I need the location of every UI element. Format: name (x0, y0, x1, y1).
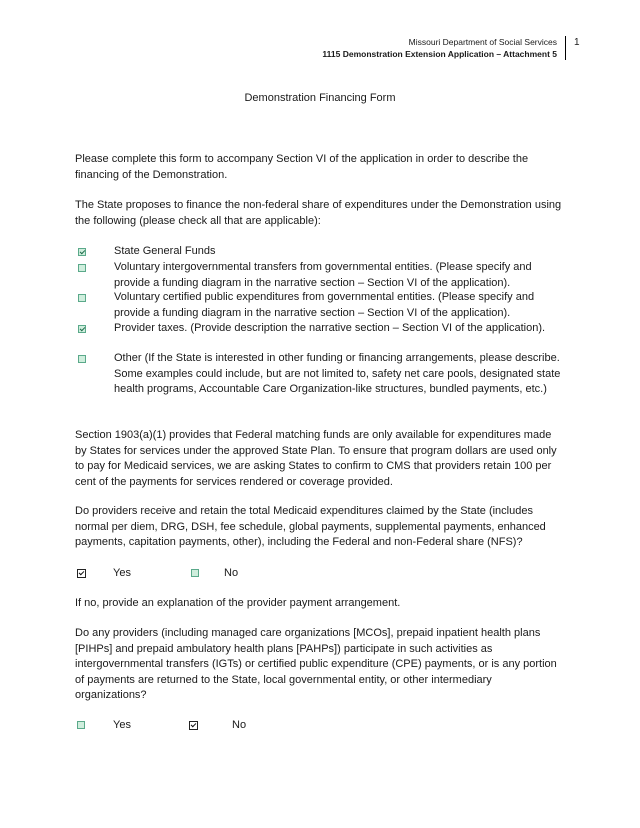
q1-no-label: No (224, 567, 239, 579)
question-2-answer (75, 718, 335, 733)
header-organization: Missouri Department of Social Services (408, 37, 557, 47)
financing-question (75, 198, 565, 229)
question-2-text: Do any providers (including managed care organizations [MCOs], prepaid inpatient health plans [PIHPs] and prepaid ambulatory health plans [PAHPs]) participate in such activities as intergovernmental transfers (IGTs) or certified public expenditure (CPE) payments, or is any portion of payments are returned to the State, local governmental entity, or other intermediary organizations? (75, 627, 557, 701)
checkbox-certified-public-expenditures[interactable] (78, 294, 86, 302)
header-application-title: 1115 Demonstration Extension Application – Attachment 5 (322, 49, 557, 59)
intro-text: Please complete this form to accompany Section VI of the application in order to describe the financing of the Demonstration. (75, 153, 529, 181)
question-2 (75, 626, 565, 704)
option-label: Voluntary certified public expenditures from governmental entities. (Please specify and provide a funding diagram in the narrative section – Section VI of the application). (114, 291, 535, 319)
checkbox-intergovernmental-transfers[interactable] (78, 264, 86, 272)
checkbox-q1-yes[interactable] (77, 569, 86, 578)
option-label: Other (If the State is interested in other funding or financing arrangements, please describe. Some examples could include, but are not limited to, safety net care pools, designated state health programs, Accountable Care Organization-like structures, bundled payments, etc.) (114, 352, 561, 395)
section-1903-paragraph (75, 428, 565, 490)
q2-no-label: No (232, 719, 247, 731)
question-1-answer (75, 566, 335, 581)
checkbox-state-general-funds[interactable] (78, 248, 86, 256)
question-1 (75, 504, 565, 551)
option-label: Provider taxes. (Provide description the narrative section – Section VI of the application). (114, 322, 546, 334)
q1-yes-label: Yes (113, 567, 131, 579)
section-1903-text: Section 1903(a)(1) provides that Federal matching funds are only available for expenditures made by States for services under the approved State Plan. To ensure that program dollars are used only to pay for Medicaid services, we are asking States to confirm to CMS that providers retain 100 per cent of the payments for services rendered or coverage provided. (75, 429, 557, 488)
checkbox-other[interactable] (78, 355, 86, 363)
q2-yes-label: Yes (113, 719, 131, 731)
checkbox-q2-no[interactable] (189, 721, 198, 730)
page-number: 1 (574, 37, 580, 48)
question-1-followup (75, 596, 565, 612)
question-1-text: Do providers receive and retain the total Medicaid expenditures claimed by the State (includes normal per diem, DRG, DSH, fee schedule, global payments, supplemental payments, enhanced payments, capitation payments, other), including the Federal and non-Federal share (NFS)? (75, 505, 546, 548)
option-label: State General Funds (114, 245, 216, 257)
page-header (322, 36, 566, 60)
question-1-followup-text: If no, provide an explanation of the provider payment arrangement. (75, 597, 401, 609)
checkbox-q2-yes[interactable] (77, 721, 85, 729)
checkbox-q1-no[interactable] (191, 569, 199, 577)
form-title: Demonstration Financing Form (244, 92, 396, 104)
option-label: Voluntary intergovernmental transfers from governmental entities. (Please specify and provide a funding diagram in the narrative section – Section VI of the application). (114, 261, 532, 289)
checkbox-provider-taxes[interactable] (78, 325, 86, 333)
financing-question-text: The State proposes to finance the non-federal share of expenditures under the Demonstration using the following (please check all that are applicable): (75, 199, 562, 227)
intro-paragraph (75, 152, 565, 183)
